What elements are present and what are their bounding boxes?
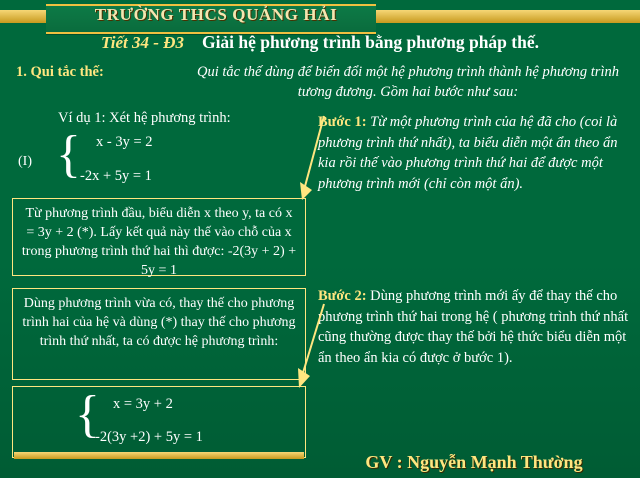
result-equation-1: x = 3y + 2 (113, 396, 173, 412)
explanation-box-2: Dùng phương trình vừa có, thay thế cho phương trình hai của hệ và dùng (*) thay thế cho phương trình thứ nhất, ta có được hệ phương trình: (12, 288, 306, 380)
step-1-label: Bước 1: (318, 114, 367, 130)
step-2 (318, 286, 634, 368)
example-system (18, 126, 308, 196)
step-2-label: Bước 2: (318, 288, 367, 304)
system-equation-1: x - 3y = 2 (96, 134, 153, 150)
rule-paragraph: Qui tắc thế dùng để biến đổi một hệ phương trình thành hệ phương trình tương đương. Gồm hai bước như sau: (197, 64, 619, 100)
result-system-brace: { (75, 386, 100, 443)
system-equation-2: -2x + 5y = 1 (80, 168, 152, 184)
school-name: TRƯỜNG THCS QUẢNG HẢI (94, 5, 338, 24)
step-1 (318, 112, 634, 194)
example-label: Ví dụ 1: Xét hệ phương trình: (58, 110, 231, 126)
arrow-step2-to-box3 (290, 300, 330, 392)
header-gold-bar-right (374, 10, 640, 23)
teacher-name: GV : Nguyễn Mạnh Thường (365, 452, 583, 472)
footer-gold-bar (14, 452, 304, 459)
lesson-number: Tiết 34 - Đ3 (101, 33, 184, 52)
page-title (0, 32, 640, 53)
step-2-text: Dùng phương trình mới ấy để thay thế cho phương trình thứ hai trong hệ ( phương trình thứ nhất cũng thường được thay thế bởi hệ thức biểu diễn một ẩn theo ẩn kia có được ở bước 1). (318, 288, 629, 366)
header-gold-bar-left (0, 10, 48, 23)
system-brace: { (56, 126, 81, 183)
section-1-heading: 1. Qui tắc thế: (16, 64, 104, 80)
explanation-box-1: Từ phương trình đầu, biểu diễn x theo y, ta có x = 3y + 2 (*). Lấy kết quả này thế vào chỗ của x trong phương trình thứ hai thì được: -2(3y + 2) + 5y = 1 (12, 198, 306, 276)
step-1-text: Từ một phương trình của hệ đã cho (coi là phương trình thứ nhất), ta biểu diễn một ẩn theo ẩn kia rồi thế vào phương trình thứ hai để được một phương trình mới (chỉ còn một ẩn). (318, 114, 618, 192)
lesson-title: Giải hệ phương trình bằng phương pháp thế. (201, 32, 539, 52)
arrow-step1-to-box1 (296, 112, 330, 204)
result-equation-2: -2(3y +2) + 5y = 1 (95, 429, 203, 445)
result-system-box (12, 386, 306, 458)
system-label: (I) (18, 154, 32, 169)
